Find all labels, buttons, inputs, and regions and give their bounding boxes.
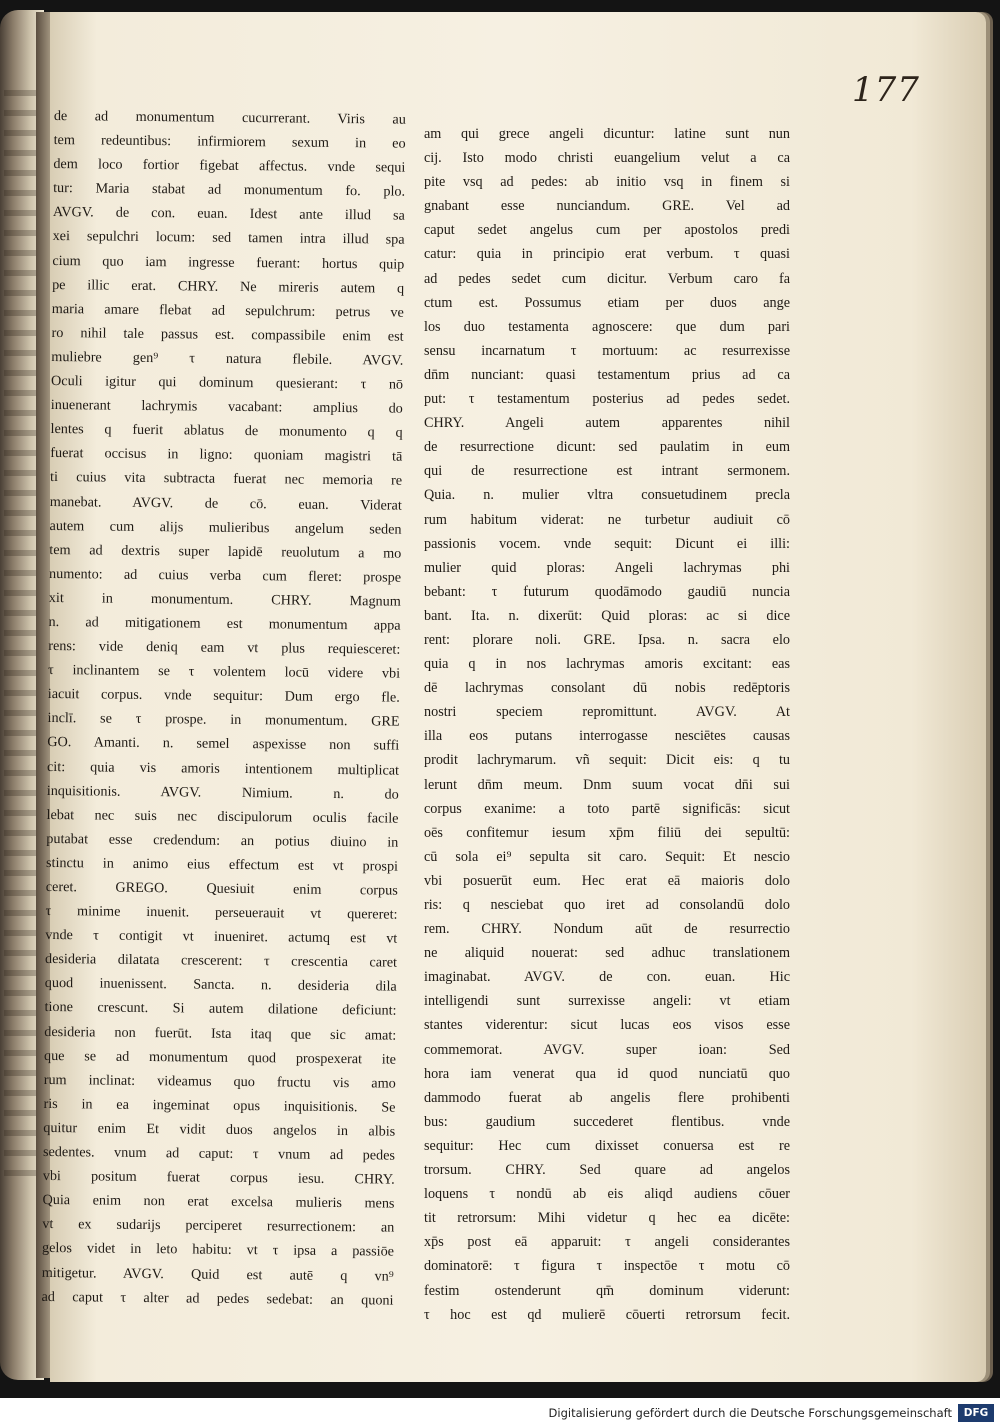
- text-line: iacuit corpus. vnde sequitur: Dum ergo fle.: [47, 686, 400, 706]
- left-page-text-fragment: [4, 90, 36, 1190]
- text-line: cij. Isto modo christi euangelium velut a ca: [424, 150, 790, 167]
- text-line: quod inuenissent. Sancta. n. desideria dila: [44, 975, 397, 996]
- text-line: pe illic erat. CHRY. Ne mireris autem q: [52, 276, 405, 297]
- text-line: stantes viderentur: sicut lucas eos visos esse: [424, 1017, 790, 1034]
- text-line: ris in ea ingeminat opus inquisitionis. Se: [43, 1095, 396, 1116]
- text-line: gelos videt in leto habitu: vt τ ipsa a passiōe: [41, 1240, 395, 1261]
- text-line: desideria dilatata crescerent: τ crescentia caret: [44, 951, 398, 971]
- text-line: stinctu in animo eius effectum est vt prospi: [45, 854, 399, 875]
- text-line: manebat. AVGV. de cō. euan. Viderat: [49, 493, 402, 514]
- text-line: mulier quid ploras: Angeli lachrymas phi: [424, 559, 790, 576]
- text-line: xp̄s post eā apparuit: τ angeli considerantes: [424, 1234, 790, 1251]
- text-line: hora iam venerat qua id quod nunciatū quo: [424, 1065, 790, 1082]
- text-line: muliebre gen⁹ τ natura flebile. AVGV.: [51, 348, 404, 369]
- text-line: tur: Maria stabat ad monumentum fo. plo.: [53, 180, 406, 200]
- text-line: n. ad mitigationem est monumentum appa: [48, 613, 401, 634]
- text-line: bebant: τ futurum quodāmodo gaudiū nuncia: [424, 583, 790, 600]
- text-line: rum habitum viderat: ne turbetur audiuit cō: [424, 511, 790, 528]
- text-line: autem cum alijs mulieribus angelum seden: [49, 517, 402, 538]
- text-line: putabat esse credendum: an potius diuino in: [46, 830, 399, 851]
- text-line: ad pedes sedet cum dicitur. Verbum caro fa: [424, 270, 790, 287]
- text-line: illa eos putans interrogasse nesciētes causas: [424, 728, 790, 745]
- text-line: de ad monumentum cucurrerant. Viris au: [53, 107, 406, 128]
- text-column-left: [41, 104, 406, 1312]
- text-line: sedentes. vnum ad caput: τ vnum ad pedes: [42, 1143, 396, 1164]
- text-line: bant. Ita. n. dixerūt: Quid ploras: ac si dice: [424, 607, 790, 624]
- text-line: oēs confitemur iesum xp̄m filiū dei sepultū:: [424, 824, 790, 841]
- text-line: inquisitionis. AVGV. Nimium. n. do: [46, 782, 399, 803]
- text-line: cium quo iam ingresse fuerant: hortus quip: [52, 252, 405, 273]
- text-column-right: [424, 122, 790, 1327]
- text-line: passionis vocem. vnde sequit: Dicunt ei illi:: [424, 535, 790, 552]
- text-line: corpus exanime: a toto partē significās: sicut: [424, 800, 790, 817]
- text-line: catur: quia in principio erat verbum. τ quasi: [424, 246, 790, 263]
- text-line: dē lachrymas consolant dū nobis redēptoris: [424, 680, 790, 697]
- dfg-logo: DFG: [958, 1404, 994, 1422]
- text-line: vbi posuerūt eum. Hec erat eā maioris dolo: [424, 872, 790, 889]
- text-line: lentes q fuerit ablatus de monumento q q: [50, 421, 403, 441]
- text-line: ti cuius vita subtracta fuerat nec memoria re: [50, 469, 403, 490]
- text-line: vnde τ contigit vt inueniret. actumq est vt: [45, 927, 398, 947]
- text-line: sequitur: Hec cum dixisset conuersa est re: [424, 1137, 790, 1154]
- text-line: cit: quia vis amoris intentionem multiplicat: [46, 758, 400, 779]
- text-line: Oculi igitur qui dominum quesierant: τ nō: [51, 373, 404, 393]
- text-line: maria amare flebat ad sepulchrum: petrus ve: [51, 300, 404, 321]
- text-line: ad caput τ alter ad pedes sedebat: an quoni: [41, 1288, 394, 1309]
- text-line: put: τ testamentum posterius ad pedes sedet.: [424, 391, 790, 408]
- text-line: vt ex sudarijs perciperet resurrectionem: an: [42, 1216, 395, 1236]
- text-line: τ inclinantem se τ volentem locū videre vbi: [47, 662, 401, 682]
- text-line: τ hoc est qd mulierē cōuerti retrorsum fecit.: [424, 1306, 790, 1323]
- text-line: Quia. n. mulier vltra consuetudinem precla: [424, 487, 790, 504]
- text-line: inuenerant lachrymis vacabant: amplius do: [50, 397, 403, 417]
- text-line: de resurrectione dicunt: sed paulatim in eum: [424, 439, 790, 456]
- text-line: CHRY. Angeli autem apparentes nihil: [424, 415, 790, 432]
- text-line: tit retrorsum: Mihi videtur q hec ea dicēte:: [424, 1210, 790, 1227]
- text-line: ne aliquid nouerat: sed adhuc translationem: [424, 945, 790, 962]
- text-line: que se ad monumentum quod prospexerat ite: [43, 1047, 397, 1068]
- text-line: commemorat. AVGV. super ioan: Sed: [424, 1041, 790, 1058]
- text-line: xei sepulchri locum: sed tamen intra illud spa: [52, 228, 405, 249]
- text-line: ro nihil tale passus est. compassibile enim est: [51, 324, 404, 345]
- text-line: pite vsq ad pedes: ab initio vsq in finem si: [424, 174, 790, 191]
- text-line: nostri speciem repromittunt. AVGV. At: [424, 704, 790, 721]
- text-line: rent: plorare noli. GRE. Ipsa. n. sacra elo: [424, 631, 790, 648]
- text-line: caput sedet angelus cum per apostolos predi: [424, 222, 790, 239]
- text-line: fuerat occisus in ligno: quoniam magistri tā: [50, 445, 403, 465]
- footer-bar: [0, 1398, 1000, 1428]
- text-line: vbi positum fuerat corpus iesu. CHRY.: [42, 1168, 395, 1188]
- text-line: tem redeuntibus: infirmiorem sexum in eo: [53, 132, 406, 152]
- text-line: numento: ad cuius verba cum fleret: prospe: [48, 565, 402, 586]
- text-line: tione crescunt. Si autem dilatione deficiunt:: [44, 999, 397, 1020]
- text-line: qui de resurrectione est intrant sermonem.: [424, 463, 790, 480]
- text-line: trorsum. CHRY. Sed quare ad angelos: [424, 1162, 790, 1179]
- text-line: ceret. GREGO. Quesiuit enim corpus: [45, 878, 398, 899]
- text-line: bus: gaudium succederet flentibus. vnde: [424, 1113, 790, 1130]
- text-line: xit in monumentum. CHRY. Magnum: [48, 589, 401, 610]
- text-line: los duo testamenta agnoscere: que dum pari: [424, 318, 790, 335]
- footer-credit: Digitalisierung gefördert durch die Deutsche Forschungsgemeinschaft: [548, 1406, 952, 1420]
- text-line: quitur enim Et vidit duos angelos in albis: [43, 1119, 396, 1140]
- text-line: gnabant esse nunciandum. GRE. Vel ad: [424, 198, 790, 215]
- text-line: dominatorē: τ figura τ inspectōe τ motu cō: [424, 1258, 790, 1275]
- text-line: GO. Amanti. n. semel aspexisse non suffi: [47, 734, 400, 755]
- text-line: ris: q nesciebat quo iret ad consolandū dolo: [424, 897, 790, 913]
- text-line: festim ostenderunt qm̄ dominum viderunt:: [424, 1282, 790, 1299]
- text-line: rum inclinat: videamus quo fructu vis amo: [43, 1071, 396, 1092]
- text-line: quia q in nos lachrymas amoris excitant: eas: [424, 656, 790, 673]
- text-line: lerunt dn̄m meum. Dnm suum vocat dn̄i sui: [424, 776, 790, 793]
- text-line: tem ad dextris super lapidē reuolutum a mo: [49, 541, 402, 562]
- text-line: imaginabat. AVGV. de con. euan. Hic: [424, 969, 790, 986]
- text-line: AVGV. de con. euan. Idest ante illud sa: [52, 204, 405, 225]
- text-line: prodit lachrymarum. vñ sequit: Dicit eis: q tu: [424, 752, 790, 769]
- text-line: dem loco fortior figebat affectus. vnde sequi: [53, 156, 406, 176]
- text-line: intelligendi sunt surrexisse angeli: vt etiam: [424, 993, 790, 1010]
- text-line: rens: vide deniq eam vt plus requiesceret:: [48, 638, 401, 658]
- text-line: mitigetur. AVGV. Quid est autē q vn⁹: [41, 1264, 394, 1285]
- text-line: desideria non fuerūt. Ista itaq que sic amat:: [44, 1023, 397, 1044]
- text-line: dn̄m nunciant: quasi testamentum prius ad ca: [424, 366, 790, 383]
- text-line: rem. CHRY. Nondum aūt de resurrectio: [424, 921, 790, 938]
- folio-number: 177: [852, 70, 920, 110]
- text-line: am qui grece angeli dicuntur: latine sunt nun: [424, 126, 790, 142]
- text-line: ctum est. Possumus etiam per duos ange: [424, 294, 790, 311]
- text-line: lebat nec suis nec discipulorum oculis facile: [46, 806, 399, 827]
- text-line: cū sola ei⁹ sepulta sit caro. Sequit: Et nescio: [424, 848, 790, 865]
- text-line: sensu incarnatum τ mortuum: ac resurrexisse: [424, 342, 790, 359]
- text-line: inclī. se τ prospe. in monumentum. GRE: [47, 710, 400, 730]
- text-line: τ minime inuenit. perseuerauit vt quereret:: [45, 903, 398, 923]
- text-line: Quia enim non erat excelsa mulieris mens: [42, 1192, 395, 1212]
- text-line: dammodo fuerat ab angelis flere prohibenti: [424, 1089, 790, 1106]
- text-line: loquens τ nondū ab eis aliqd audiens cōuer: [424, 1186, 790, 1203]
